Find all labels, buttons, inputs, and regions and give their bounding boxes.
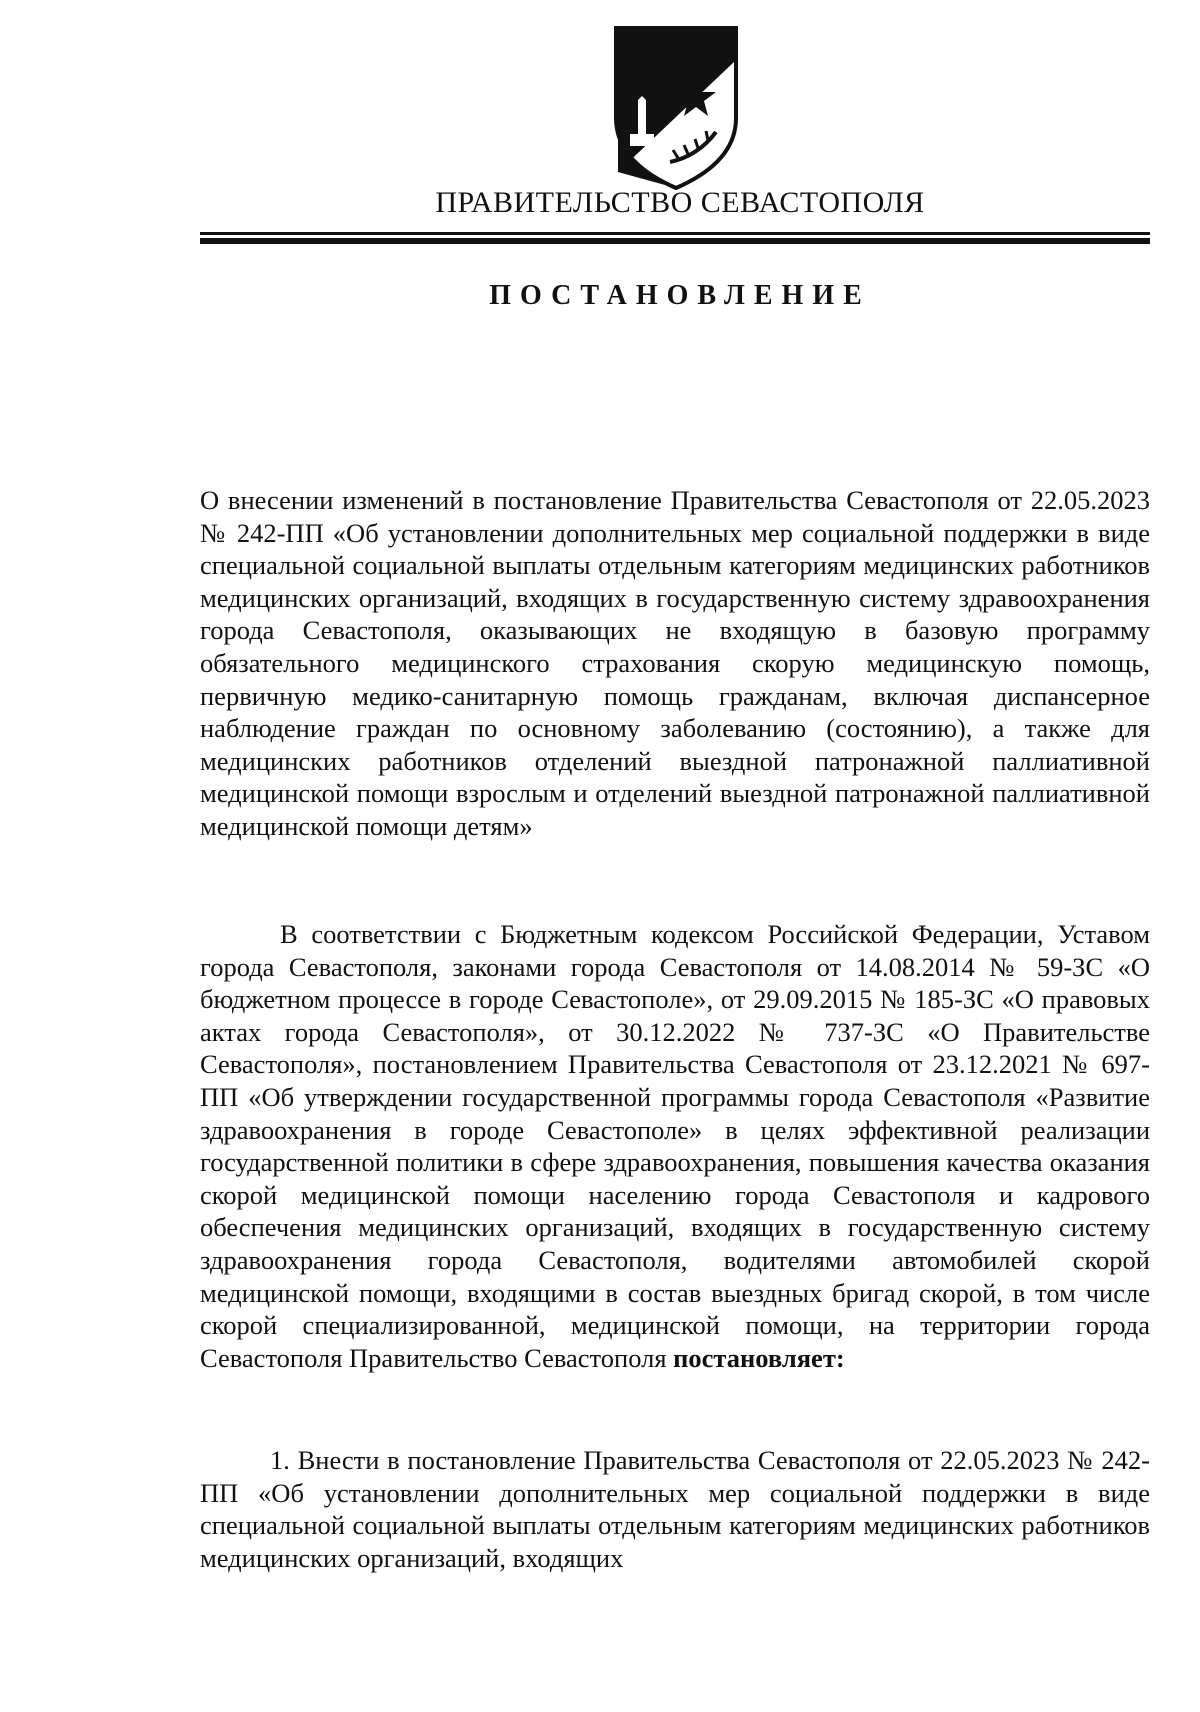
header-rule-thick bbox=[200, 238, 1150, 244]
preamble-paragraph bbox=[200, 918, 1150, 1374]
header-rule-thin bbox=[200, 232, 1150, 235]
document-type-title: ПОСТАНОВЛЕНИЕ bbox=[489, 280, 871, 311]
government-name: ПРАВИТЕЛЬСТВО СЕВАСТОПОЛЯ bbox=[435, 186, 925, 219]
decree-word: постановляет: bbox=[673, 1342, 845, 1373]
document-subject: О внесении изменений в постановление Правительства Севастополя от 22.05.2023 № 242-ПП «Об установлении дополнительных мер социальной поддержки в виде специальной социальной выплаты отдельным категориям медицинских работников медицинских организаций, входящих в государственную систему здравоохранения города Севастополя, оказывающих не входящую в базовую программу обязательного медицинского страхования скорую медицинскую помощь, первичную медико-санитарную помощь гражданам, включая диспансерное наблюдение граждан по основному заболеванию (состоянию), а также для медицинских работников отделений выездной патронажной паллиативной медицинской помощи взрослым и отделений выездной патронажной паллиативной медицинской помощи детям» bbox=[200, 485, 1150, 841]
sevastopol-coat-of-arms-icon bbox=[612, 22, 740, 192]
clause-1-paragraph: 1. Внести в постановление Правительства Севастополя от 22.05.2023 № 242-ПП «Об установлении дополнительных мер социальной поддержки в виде специальной социальной выплаты отдельным категориям медицинских работников медицинских организаций, входящих bbox=[200, 1445, 1150, 1573]
preamble-text: В соответствии с Бюджетным кодексом Российской Федерации, Уставом города Севастополя, законами города Севастополя от 14.08.2014 № 59-ЗС «О бюджетном процессе в городе Севастополе», от 29.09.2015 № 185-ЗС «О правовых актах города Севастополя», от 30.12.2022 № 737-ЗС «О Правительстве Севастополя», постановлением Правительства Севастополя от 23.12.2021 № 697-ПП «Об утверждении государственной программы города Севастополя «Развитие здравоохранения в городе Севастополе» в целях эффективной реализации государственной политики в сфере здравоохранения, повышения качества оказания скорой медицинской помощи населению города Севастополя и кадрового обеспечения медицинских организаций, входящих в государственную систему здравоохранения города Севастополя, водителями автомобилей скорой медицинской помощи, входящими в состав выездных бригад скорой, в том числе скорой специализированной, медицинской помощи, на территории города Севастополя Правительство Севастополя bbox=[200, 919, 1150, 1373]
